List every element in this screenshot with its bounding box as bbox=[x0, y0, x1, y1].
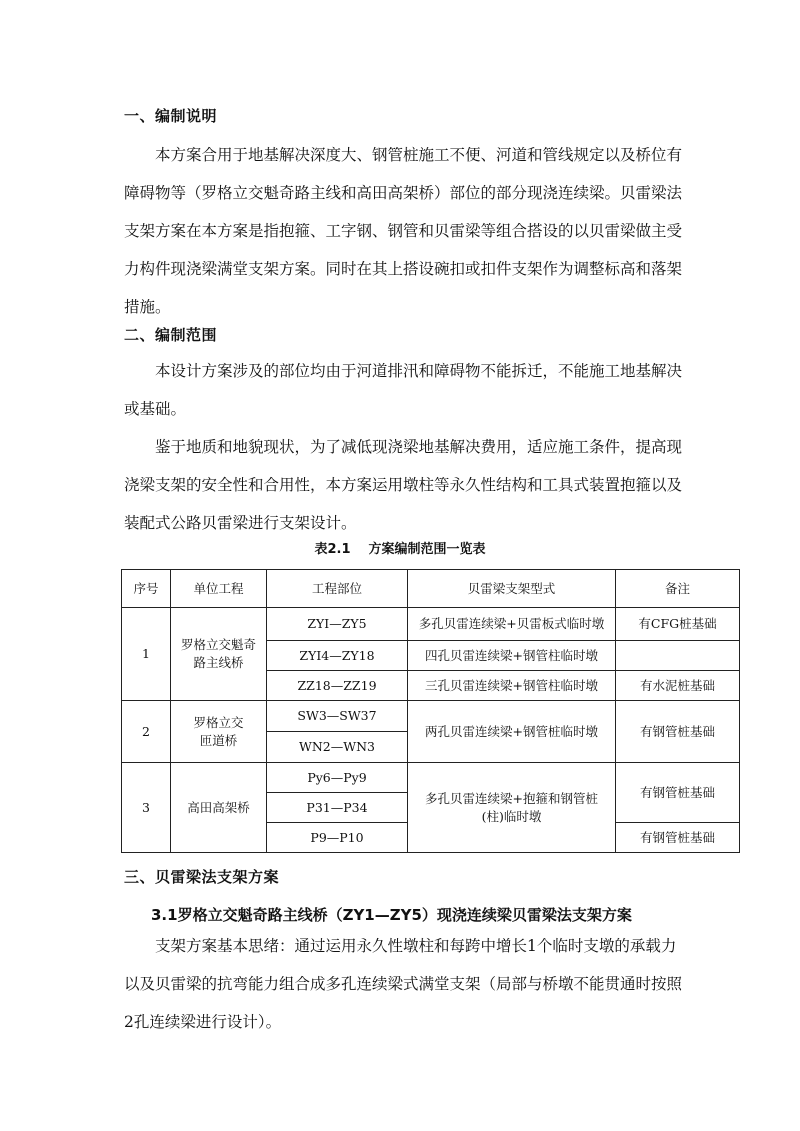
section-2-paragraph-2: 鉴于地质和地貌现状，为了减低现浇梁地基解决费用，适应施工条件，提高现浇梁支架的安全性和合用性，本方案运用墩柱等永久性结构和工具式装置抱箍以及装配式公路贝雷梁进行支架设计。 bbox=[124, 438, 683, 532]
header-cell: 工程部位 bbox=[267, 570, 408, 608]
header-cell: 序号 bbox=[122, 570, 171, 608]
table-row bbox=[122, 763, 740, 793]
note-cell: 有钢管桩基础 bbox=[616, 763, 740, 823]
row-number-cell: 2 bbox=[122, 701, 171, 763]
note-cell bbox=[616, 641, 740, 671]
table-row bbox=[122, 608, 740, 641]
note-cell: 有钢管桩基础 bbox=[616, 823, 740, 853]
section-3-1-heading: 3.1罗格立交魁奇路主线桥（ZY1—ZY5）现浇连续梁贝雷梁法支架方案 bbox=[151, 906, 632, 924]
table-caption-number: 表2.1 bbox=[314, 542, 351, 557]
header-cell: 贝雷梁支架型式 bbox=[408, 570, 616, 608]
unit-cell: 高田高架桥 bbox=[171, 763, 267, 853]
section-3-paragraph: 支架方案基本思绪：通过运用永久性墩柱和每跨中增长1个临时支墩的承载力以及贝雷梁的抗弯能力组合成多孔连续梁式满堂支架（局部与桥墩不能贯通时按照2孔连续梁进行设计）。 bbox=[124, 937, 683, 1031]
part-cell: SW3—SW37 bbox=[267, 701, 408, 732]
header-cell: 单位工程 bbox=[171, 570, 267, 608]
part-cell: P9—P10 bbox=[267, 823, 408, 853]
note-cell: 有钢管桩基础 bbox=[616, 701, 740, 763]
section-1-heading: 一、编制说明 bbox=[124, 107, 218, 125]
header-cell: 备注 bbox=[616, 570, 740, 608]
unit-cell: 罗格立交匝道桥 bbox=[171, 701, 267, 763]
row-number-cell: 3 bbox=[122, 763, 171, 853]
table-header-row bbox=[122, 570, 740, 608]
note-cell: 有CFG桩基础 bbox=[616, 608, 740, 641]
form-cell: 多孔贝雷连续梁+贝雷板式临时墩 bbox=[408, 608, 616, 641]
note-cell: 有水泥桩基础 bbox=[616, 671, 740, 701]
part-cell: Py6—Py9 bbox=[267, 763, 408, 793]
part-cell: ZYI—ZY5 bbox=[267, 608, 408, 641]
table-row bbox=[122, 701, 740, 732]
section-2-paragraph-1: 本设计方案涉及的部位均由于河道排汛和障碍物不能拆迁，不能施工地基解决或基础。 bbox=[124, 362, 683, 418]
unit-cell: 罗格立交魁奇路主线桥 bbox=[171, 608, 267, 701]
part-cell: P31—P34 bbox=[267, 793, 408, 823]
part-cell: ZYI4—ZY18 bbox=[267, 641, 408, 671]
section-2-heading: 二、编制范围 bbox=[124, 326, 218, 344]
section-1-paragraph: 本方案合用于地基解决深度大、钢管桩施工不便、河道和管线规定以及桥位有障碍物等（罗格立交魁奇路主线和高田高架桥）部位的部分现浇连续梁。贝雷梁法支架方案在本方案是指抱箍、工字钢、钢管和贝雷梁等组合搭设的以贝雷梁做主受力构件现浇梁满堂支架方案。同时在其上搭设碗扣或扣件支架作为调整标高和落架措施。 bbox=[124, 146, 683, 316]
row-number-cell: 1 bbox=[122, 608, 171, 701]
form-cell: 四孔贝雷连续梁+钢管柱临时墩 bbox=[408, 641, 616, 671]
part-cell: WN2—WN3 bbox=[267, 732, 408, 763]
part-cell: ZZ18—ZZ19 bbox=[267, 671, 408, 701]
form-cell: 三孔贝雷连续梁+钢管柱临时墩 bbox=[408, 671, 616, 701]
section-3-heading: 三、贝雷梁法支架方案 bbox=[124, 868, 280, 886]
scope-table bbox=[121, 569, 740, 853]
form-cell: 两孔贝雷连续梁+钢管桩临时墩 bbox=[408, 701, 616, 763]
table-caption-text: 方案编制范围一览表 bbox=[368, 542, 486, 557]
form-cell: 多孔贝雷连续梁+抱箍和钢管桩(柱)临时墩 bbox=[408, 763, 616, 853]
table-caption bbox=[0, 538, 800, 557]
